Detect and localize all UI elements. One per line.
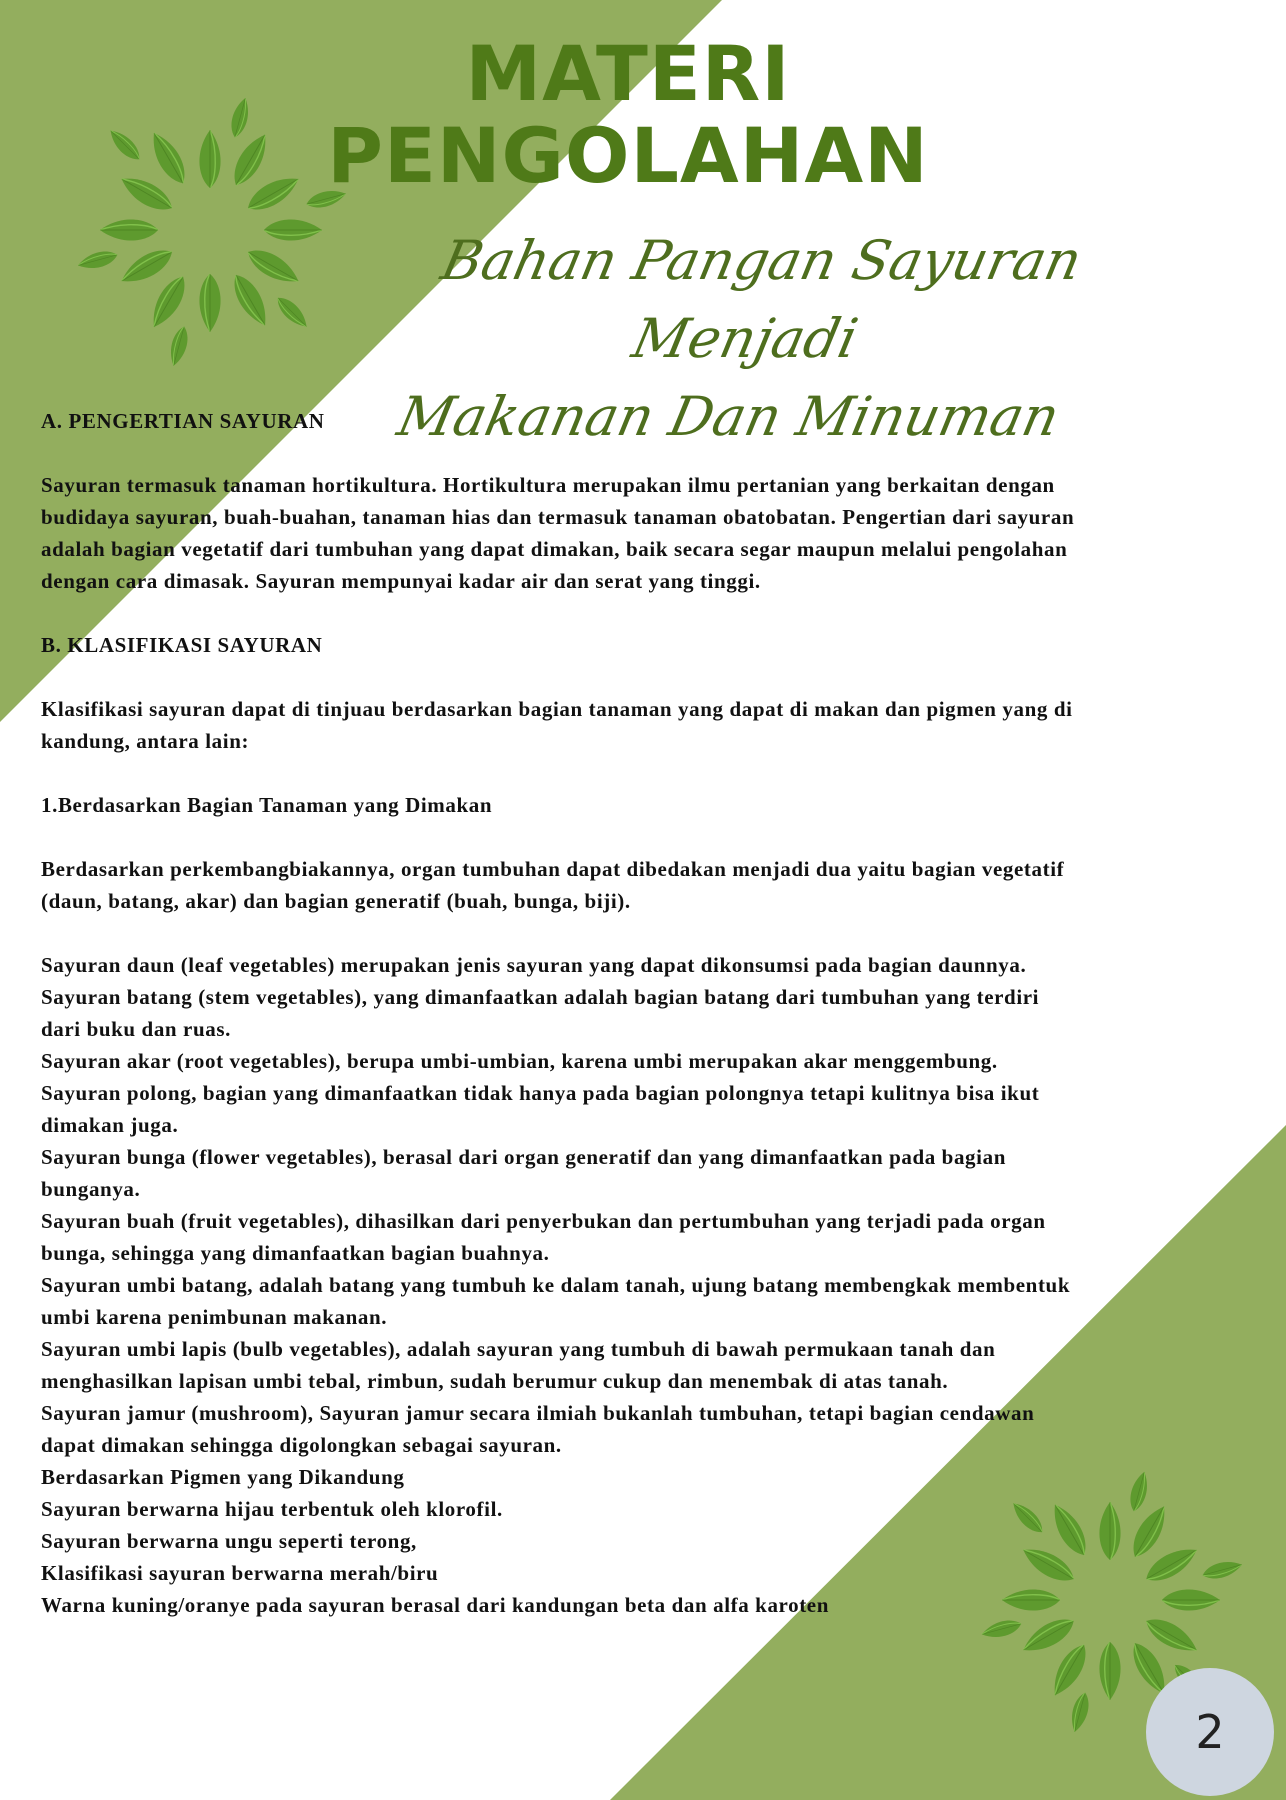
list-item: Berdasarkan Pigmen yang Dikandung (41, 1465, 405, 1489)
title-line-1: MATERI (465, 29, 791, 118)
list-item: Warna kuning/oranye pada sayuran berasal dari kandungan beta dan alfa karoten (41, 1593, 829, 1617)
title-line-2: PENGOLAHAN (327, 111, 929, 200)
list-item: Sayuran polong, bagian yang dimanfaatkan tidak hanya pada bagian polongnya tetapi kulitnya bisa ikut dimakan juga. (41, 1081, 1040, 1137)
section-a-paragraph: Sayuran termasuk tanaman hortikultura. Hortikultura merupakan ilmu pertanian yang berkaitan dengan budidaya sayuran, buah-buahan, tanaman hias dan termasuk tanaman obatobatan. Pengertian dari sayuran adalah bagian vegetatif dari tumbuhan yang dapat dimakan, baik secara segar maupun melalui pengolahan dengan cara dimasak. Sayuran mempunyai kadar air dan serat yang tinggi. (41, 473, 1075, 593)
subsection-1-heading: 1.Berdasarkan Bagian Tanaman yang Dimakan (41, 793, 493, 817)
section-a-heading: A. PENGERTIAN SAYURAN (41, 409, 325, 433)
list-item: Sayuran berwarna ungu seperti terong, (41, 1529, 417, 1553)
subtitle-line-1: Bahan Pangan Sayuran Menjadi (436, 229, 1088, 370)
subsection-1-intro: Berdasarkan perkembangbiakannya, organ tumbuhan dapat dibedakan menjadi dua yaitu bagian vegetatif (daun, batang, akar) dan bagian generatif (buah, bunga, biji). (41, 857, 1065, 913)
document-body (41, 405, 1081, 1621)
list-item: Sayuran umbi batang, adalah batang yang tumbuh ke dalam tanah, ujung batang membengkak membentuk umbi karena penimbunan makanan. (41, 1273, 1071, 1329)
list-item: Sayuran jamur (mushroom), Sayuran jamur secara ilmiah bukanlah tumbuhan, tetapi bagian cendawan dapat dimakan sehingga digolongkan sebagai sayuran. (41, 1401, 1035, 1457)
list-item: Sayuran daun (leaf vegetables) merupakan jenis sayuran yang dapat dikonsumsi pada bagian daunnya. (41, 953, 1027, 977)
section-b-intro: Klasifikasi sayuran dapat di tinjuau berdasarkan bagian tanaman yang dapat di makan dan pigmen yang di kandung, antara lain: (41, 697, 1073, 753)
list-item: Sayuran akar (root vegetables), berupa umbi-umbian, karena umbi merupakan akar menggembung. (41, 1049, 998, 1073)
section-b-heading: B. KLASIFIKASI SAYURAN (41, 633, 323, 657)
list-item: Sayuran batang (stem vegetables), yang dimanfaatkan adalah bagian batang dari tumbuhan yang terdiri dari buku dan ruas. (41, 985, 1040, 1041)
list-item: Sayuran berwarna hijau terbentuk oleh klorofil. (41, 1497, 503, 1521)
list-item: Klasifikasi sayuran berwarna merah/biru (41, 1561, 439, 1585)
page-number: 2 (1195, 1705, 1225, 1759)
list-item: Sayuran buah (fruit vegetables), dihasilkan dari penyerbukan dan pertumbuhan yang terjadi pada organ bunga, sehingga yang dimanfaatkan bagian buahnya. (41, 1209, 1046, 1265)
subtitle-line-2: Makanan Dan Minuman (392, 385, 1065, 448)
list-item: Sayuran bunga (flower vegetables), berasal dari organ generatif dan yang dimanfaatkan pada bagian bunganya. (41, 1145, 1006, 1201)
list-item: Sayuran umbi lapis (bulb vegetables), adalah sayuran yang tumbuh di bawah permukaan tanah dan menghasilkan lapisan umbi tebal, rimbun, sudah berumur cukup dan menembak di atas tanah. (41, 1337, 996, 1393)
